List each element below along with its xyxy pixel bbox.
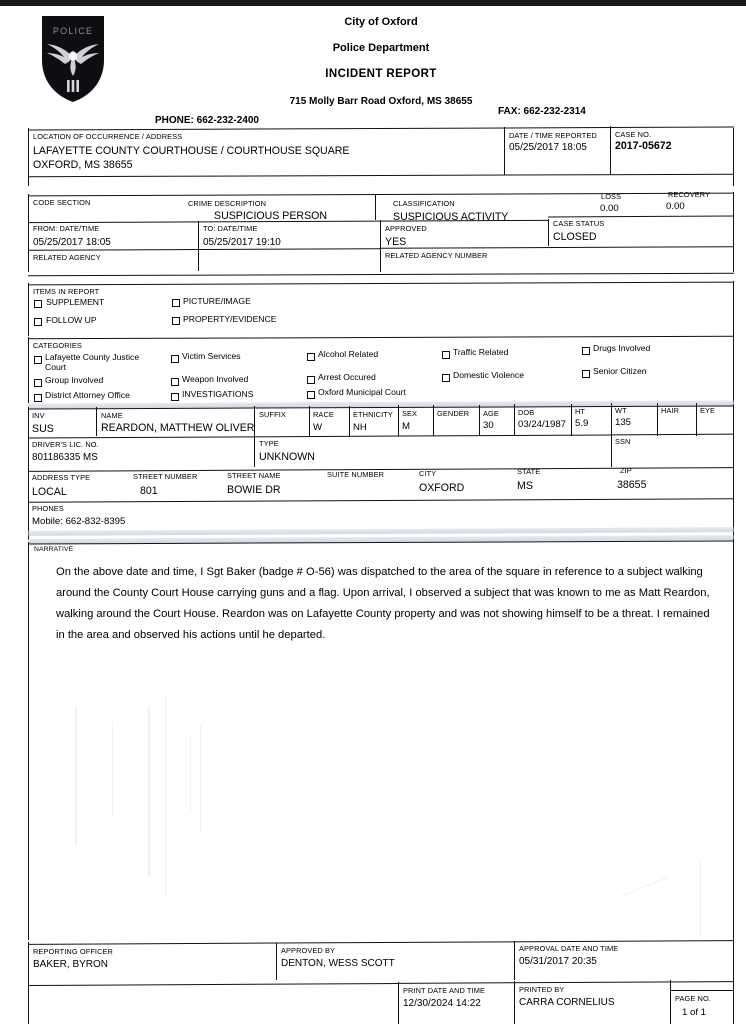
state-label: STATE: [517, 467, 541, 476]
wt-label: WT: [615, 406, 627, 415]
rule: [28, 273, 734, 276]
checkbox-supplement[interactable]: [34, 300, 42, 308]
crime-description-value: SUSPICIOUS PERSON: [214, 210, 328, 222]
printed-by-label: PRINTED BY: [519, 985, 565, 994]
rule: [28, 940, 734, 945]
rule: [28, 942, 29, 1024]
inv-value: SUS: [32, 423, 54, 435]
ssn-label: SSN: [615, 437, 631, 446]
sex-label: SEX: [402, 409, 418, 418]
rule: [28, 337, 29, 403]
rule: [611, 434, 734, 436]
checkbox-arrest-occured[interactable]: [307, 376, 315, 384]
location-line-1: LAFAYETTE COUNTY COURTHOUSE / COURTHOUSE SQUARE: [33, 145, 350, 157]
case-status-value: CLOSED: [553, 231, 597, 243]
dl-type-label: TYPE: [259, 439, 279, 448]
rule: [398, 981, 734, 984]
street-number-label: STREET NUMBER: [133, 472, 198, 481]
name-label: NAME: [101, 411, 123, 420]
related-agency-label: RELATED AGENCY: [33, 253, 101, 262]
phones-label: PHONES: [32, 504, 64, 513]
checkbox-label-weapon-involved: Weapon Involved: [182, 374, 249, 384]
approved-by-label: APPROVED BY: [281, 946, 336, 955]
scan-artifact: [165, 696, 166, 896]
checkbox-domestic-violence[interactable]: [442, 374, 450, 382]
age-value: 30: [483, 420, 494, 431]
approved-by-value: DENTON, WESS SCOTT: [281, 958, 395, 969]
race-value: W: [313, 422, 323, 433]
ht-label: HT: [575, 407, 586, 416]
crime-description-label: CRIME DESCRIPTION: [188, 199, 267, 208]
approval-datetime-label: APPROVAL DATE AND TIME: [519, 944, 619, 953]
reporting-officer-label: REPORTING OFFICER: [33, 947, 113, 956]
rule: [733, 128, 734, 186]
recovery-label: RECOVERY: [668, 190, 711, 199]
checkbox-label-alcohol-related: Alcohol Related: [318, 349, 379, 359]
state-value: MS: [517, 480, 533, 492]
page-title-city: City of Oxford: [344, 16, 418, 28]
street-name-value: BOWIE DR: [227, 484, 281, 496]
page-no-value: 1 of 1: [682, 1007, 707, 1018]
rule: [96, 407, 97, 436]
rule: [610, 126, 611, 175]
checkbox-senior-citizen[interactable]: [582, 370, 590, 378]
checkbox-follow-up[interactable]: [34, 318, 42, 326]
wt-value: 135: [615, 417, 632, 428]
checkbox-label-drugs-involved: Drugs Involved: [593, 343, 651, 353]
sex-value: M: [402, 421, 410, 432]
gender-label: GENDER: [437, 409, 470, 418]
checkbox-district-attorney-office[interactable]: [34, 394, 42, 402]
print-datetime-value: 12/30/2024 14:22: [403, 998, 481, 1009]
to-datetime-value: 05/25/2017 19:10: [203, 237, 281, 248]
zip-label: ZIP: [620, 466, 632, 475]
incident-report-sheet: [20, 6, 742, 1024]
page-no-label: PAGE NO.: [675, 994, 711, 1003]
drivers-license-label: DRIVER'S LIC. NO.: [32, 440, 99, 449]
rule: [611, 434, 612, 467]
page-title-department: Police Department: [332, 42, 430, 54]
checkbox-lafayette-county-justice-court[interactable]: [34, 356, 42, 364]
date-time-reported-label: DATE / TIME REPORTED: [509, 131, 597, 140]
ethnicity-value: NH: [353, 422, 367, 433]
checkbox-oxford-municipal-court[interactable]: [307, 391, 315, 399]
checkbox-property-evidence[interactable]: [172, 317, 180, 325]
checkbox-picture-image[interactable]: [172, 299, 180, 307]
rule: [514, 404, 515, 436]
department-address: 715 Molly Barr Road Oxford, MS 38655: [289, 96, 473, 107]
suite-number-label: SUITE NUMBER: [327, 470, 385, 479]
checkbox-label-lafayette-county-justice-court: Lafayette County Justice Court: [45, 352, 140, 372]
rule: [28, 174, 734, 177]
items-in-report-label: ITEMS IN REPORT: [33, 287, 100, 296]
print-datetime-label: PRINT DATE AND TIME: [403, 986, 485, 995]
narrative-text: On the above date and time, I Sgt Baker (badge # O-56) was dispatched to the area of the square in reference to a subject walking around the County Court House carrying guns and a flag. Upon arrival, I observed a subject that was known to me as Matt Reardon, walking around the Court House. Reardon was on Lafayette County property and was not showing himself to be a threat. I remained in the area and observed his actions until he departed.: [56, 566, 710, 641]
hair-label: HAIR: [661, 406, 680, 415]
rule: [28, 283, 29, 336]
rule: [433, 405, 434, 436]
rule: [28, 128, 29, 186]
rule: [375, 194, 376, 220]
dl-type-value: UNKNOWN: [259, 451, 315, 463]
checkbox-label-group-involved: Group Involved: [45, 375, 104, 385]
checkbox-label-domestic-violence: Domestic Violence: [453, 370, 525, 380]
loss-label: LOSS: [601, 192, 622, 201]
rule: [733, 192, 734, 272]
rule: [28, 983, 398, 986]
rule: [514, 981, 515, 1024]
loss-value: 0.00: [600, 203, 619, 214]
case-no-value: 2017-05672: [615, 140, 672, 152]
scan-artifact: [75, 706, 77, 846]
rule: [28, 194, 29, 272]
address-type-label: ADDRESS TYPE: [32, 473, 91, 482]
drivers-license-value: 801186335 MS: [32, 452, 98, 463]
checkbox-label-senior-citizen: Senior Citizen: [593, 366, 647, 376]
checkbox-weapon-involved[interactable]: [171, 378, 179, 386]
approval-datetime-value: 05/31/2017 20:35: [519, 956, 597, 967]
rule: [548, 219, 549, 246]
reporting-officer-value: BAKER, BYRON: [33, 959, 109, 970]
rule: [28, 282, 734, 286]
from-datetime-label: FROM: DATE/TIME: [33, 224, 100, 233]
checkbox-label-follow-up: FOLLOW UP: [46, 315, 97, 325]
checkbox-alcohol-related[interactable]: [307, 353, 315, 361]
city-value: OXFORD: [419, 482, 465, 494]
eye-label: EYE: [700, 406, 716, 415]
rule: [514, 941, 515, 980]
checkbox-label-district-attorney-office: District Attorney Office: [45, 390, 130, 400]
scan-artifact: [190, 736, 191, 811]
checkbox-label-victim-services: Victim Services: [182, 351, 241, 361]
checkbox-investigations[interactable]: [171, 393, 179, 401]
rule: [670, 980, 671, 1024]
approved-value: YES: [385, 236, 407, 248]
related-agency-number-label: RELATED AGENCY NUMBER: [385, 251, 488, 260]
ethnicity-label: ETHNICITY: [353, 410, 393, 419]
rule: [398, 405, 399, 436]
checkbox-label-property-evidence: PROPERTY/EVIDENCE: [183, 314, 277, 324]
race-label: RACE: [313, 410, 334, 419]
date-time-reported-value: 05/25/2017 18:05: [509, 142, 587, 153]
rule: [28, 193, 734, 197]
checkbox-group-involved[interactable]: [34, 379, 42, 387]
scan-artifact: [148, 706, 150, 876]
scan-artifact: [622, 877, 669, 897]
rule: [733, 539, 734, 940]
dob-label: DOB: [518, 408, 535, 417]
rule: [28, 542, 29, 940]
svg-text:POLICE: POLICE: [52, 26, 94, 36]
rule: [548, 216, 734, 218]
to-datetime-label: TO: DATE/TIME: [203, 224, 258, 233]
rule: [349, 406, 350, 436]
scan-left-margin: [0, 6, 20, 1024]
from-datetime-value: 05/25/2017 18:05: [33, 237, 111, 248]
department-fax: FAX: 662-232-2314: [498, 106, 586, 117]
dob-value: 03/24/1987: [518, 419, 567, 430]
rule: [733, 404, 734, 540]
rule: [504, 127, 505, 175]
rule: [380, 246, 734, 249]
rule: [28, 248, 380, 251]
narrative-label: NARRATIVE: [34, 546, 74, 553]
rule: [276, 943, 277, 980]
case-status-label: CASE STATUS: [553, 219, 605, 228]
rule: [28, 434, 611, 438]
age-label: AGE: [483, 409, 499, 418]
scan-artifact: [112, 721, 113, 816]
checkbox-label-traffic-related: Traffic Related: [453, 347, 509, 357]
rule: [309, 406, 310, 436]
rule: [28, 407, 29, 540]
checkbox-label-arrest-occured: Arrest Occured: [318, 372, 376, 382]
rule: [696, 403, 697, 436]
rule: [254, 436, 255, 467]
rule: [398, 982, 399, 1024]
street-number-value: 801: [140, 485, 158, 497]
checkbox-traffic-related[interactable]: [442, 351, 450, 359]
recovery-value: 0.00: [666, 201, 685, 212]
rule: [198, 221, 199, 271]
rule: [380, 220, 381, 272]
name-value: REARDON, MATTHEW OLIVER: [101, 422, 255, 434]
checkbox-label-oxford-municipal-court: Oxford Municipal Court: [318, 387, 406, 397]
street-name-label: STREET NAME: [227, 471, 281, 480]
checkbox-drugs-involved[interactable]: [582, 347, 590, 355]
classification-value: SUSPICIOUS ACTIVITY: [393, 211, 509, 223]
city-label: CITY: [419, 469, 437, 478]
checkbox-label-supplement: SUPPLEMENT: [46, 297, 105, 307]
address-type-value: LOCAL: [32, 486, 67, 498]
classification-label: CLASSIFICATION: [393, 199, 455, 208]
location-label: LOCATION OF OCCURRENCE / ADDRESS: [33, 132, 183, 141]
rule: [28, 336, 734, 339]
inv-label: INV: [32, 411, 45, 420]
rule: [657, 403, 658, 436]
checkbox-label-investigations: INVESTIGATIONS: [182, 389, 254, 399]
location-line-2: OXFORD, MS 38655: [33, 159, 133, 171]
rule: [733, 281, 734, 336]
scan-band: [28, 527, 734, 536]
ht-value: 5.9: [575, 418, 589, 429]
checkbox-label-picture-image: PICTURE/IMAGE: [183, 296, 251, 306]
printed-by-value: CARRA CORNELIUS: [519, 997, 615, 1008]
rule: [670, 990, 734, 991]
suffix-label: SUFFIX: [259, 410, 286, 419]
case-no-label: CASE NO.: [615, 130, 652, 139]
rule: [28, 498, 734, 502]
checkbox-victim-services[interactable]: [171, 355, 179, 363]
department-phone: PHONE: 662-232-2400: [155, 115, 259, 126]
scan-artifact: [700, 861, 701, 936]
phones-value: Mobile: 662-832-8395: [32, 516, 126, 527]
rule: [571, 404, 572, 436]
page-title-report: INCIDENT REPORT: [325, 68, 437, 80]
code-section-label: CODE SECTION: [33, 198, 91, 207]
rule: [611, 403, 612, 436]
categories-label: CATEGORIES: [33, 341, 82, 350]
rule: [479, 405, 480, 436]
zip-value: 38655: [617, 479, 647, 491]
scan-right-margin: [742, 6, 746, 1024]
scan-artifact: [200, 724, 201, 834]
rule: [733, 335, 734, 403]
approved-label: APPROVED: [385, 224, 427, 233]
